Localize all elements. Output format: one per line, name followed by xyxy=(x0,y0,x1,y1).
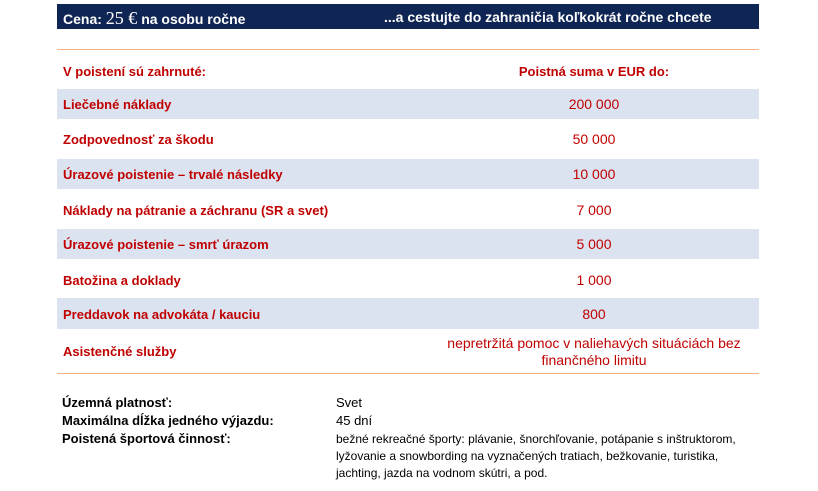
sports-line: bežné rekreačné športy: plávanie, šnorchľovanie, potápanie s inštruktorom, xyxy=(336,432,736,446)
row-item: Úrazové poistenie – smrť úrazom xyxy=(63,237,269,252)
territory-label: Územná platnosť: xyxy=(62,395,173,410)
row-amount xyxy=(427,335,761,369)
row-item: Preddavok na advokáta / kauciu xyxy=(63,307,261,322)
row-amount: 7 000 xyxy=(576,202,612,218)
sports-value xyxy=(336,431,736,482)
row-amount: 5 000 xyxy=(576,236,612,252)
table-row xyxy=(57,123,759,153)
sports-label: Poistená športová činnosť: xyxy=(62,431,231,446)
row-item: Náklady na pátranie a záchranu (SR a svet) xyxy=(63,203,329,218)
row-item: Batožina a doklady xyxy=(63,273,181,288)
trip-length-value: 45 dní xyxy=(336,413,373,428)
table-bottom-rule xyxy=(57,373,759,374)
table-row xyxy=(57,159,759,189)
price-text xyxy=(63,8,245,29)
price-suffix: na osobu ročne xyxy=(141,11,246,27)
table-row xyxy=(57,194,759,224)
row-amount-line: finančného limitu xyxy=(541,352,647,368)
table-row xyxy=(57,331,759,373)
table-top-rule xyxy=(57,49,759,50)
row-amount: 800 xyxy=(582,306,606,322)
row-amount: 1 000 xyxy=(576,272,612,288)
price-banner xyxy=(57,4,759,29)
table-row xyxy=(57,89,759,119)
row-amount: 200 000 xyxy=(568,96,620,112)
row-amount: 50 000 xyxy=(572,131,616,147)
table-header-row xyxy=(57,60,759,84)
sports-line: jachting, jazda na vodnom skútri, a pod. xyxy=(336,466,548,480)
row-amount-line: nepretržitá pomoc v naliehavých situáciách bez xyxy=(447,335,741,351)
banner-tagline: ...a cestujte do zahraničia koľkokrát ročne chcete xyxy=(384,9,712,25)
table-row xyxy=(57,229,759,259)
trip-length-label: Maximálna dĺžka jedného výjazdu: xyxy=(62,413,274,428)
table-row xyxy=(57,264,759,294)
header-covered-items: V poistení sú zahrnuté: xyxy=(63,64,207,79)
row-item: Asistenčné služby xyxy=(63,344,177,359)
row-item: Úrazové poistenie – trvalé následky xyxy=(63,167,283,182)
row-amount: 10 000 xyxy=(572,166,616,182)
row-item: Zodpovednosť za škodu xyxy=(63,132,214,147)
price-amount: 25 € xyxy=(105,8,138,28)
table-row xyxy=(57,298,759,329)
territory-value: Svet xyxy=(336,395,363,410)
row-item: Liečebné náklady xyxy=(63,97,172,112)
sports-line: lyžovanie a snowbording na vyznačených tratiach, bežkovanie, turistika, xyxy=(336,449,719,463)
price-label: Cena: xyxy=(63,11,102,27)
header-insured-amount: Poistná suma v EUR do: xyxy=(518,64,670,79)
